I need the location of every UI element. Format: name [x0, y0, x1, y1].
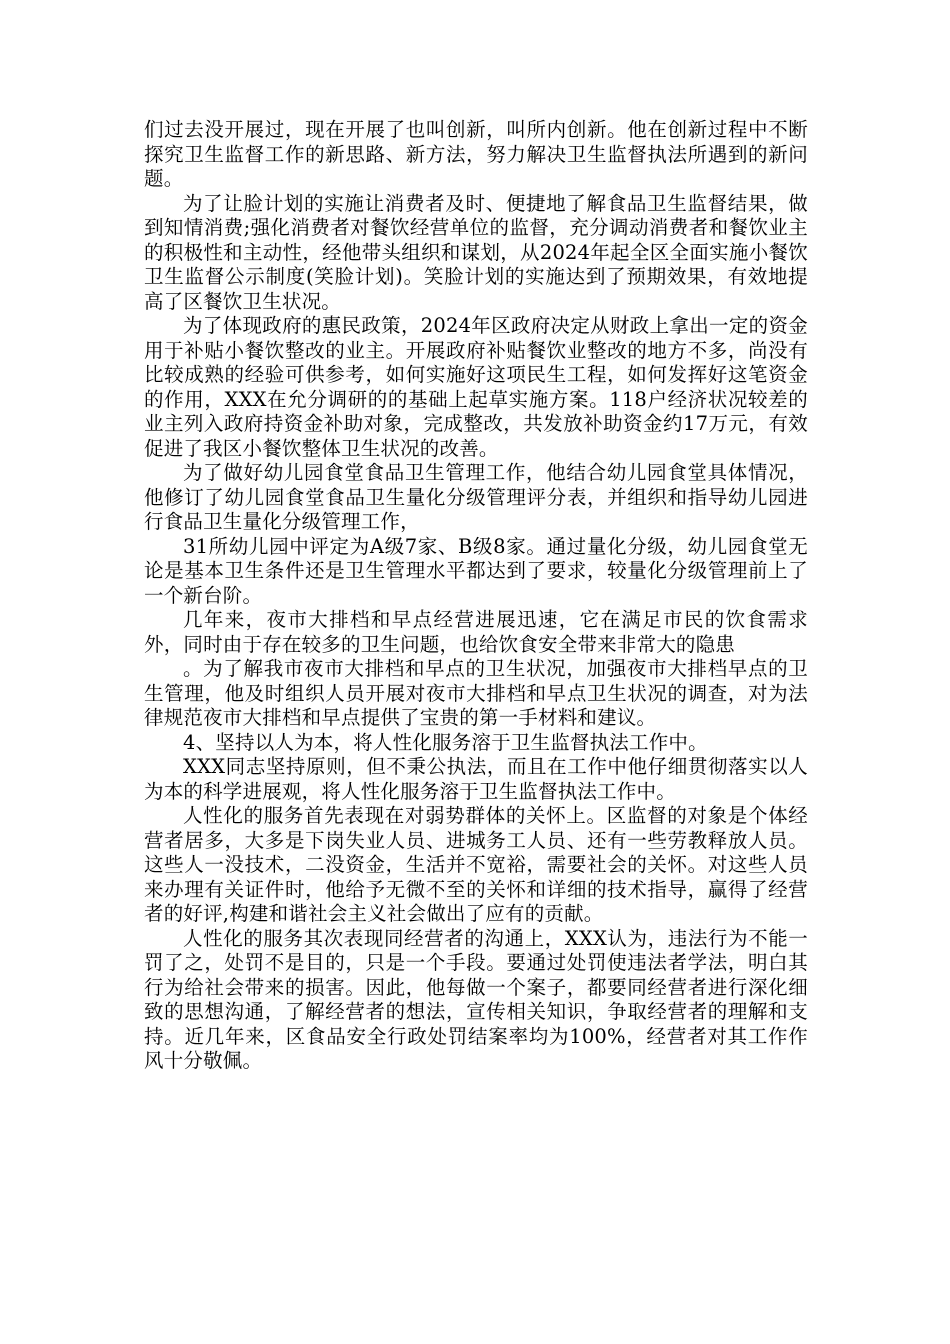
paragraph-communication: 人性化的服务其次表现同经营者的沟通上，XXX认为，违法行为不能一罚了之，处罚不是目的，只是一个手段。要通过处罚使违法者学法，明白其行为给社会带来的损害。因此，他每做一个案子，都要同经营者进行深化细致的思想沟通，了解经营者的想法，宣传相关知识，争取经营者的理解和支持。近几年来，区食品安全行政处罚结案率均为100%，经营者对其工作作风十分敬佩。: [144, 926, 808, 1072]
section-heading-4: 4、坚持以人为本，将人性化服务溶于卫生监督执法工作中。: [183, 730, 708, 754]
paragraph-kindergarten-grades: 31所幼儿园中评定为A级7家、B级8家。通过量化分级，幼儿园食堂无论是基本卫生条件还是卫生管理水平都达到了要求，较量化分级管理前上了一个新台阶。: [144, 534, 808, 607]
paragraph-principle: XXX同志坚持原则，但不秉公执法，而且在工作中他仔细贯彻落实以人为本的科学进展观，将人性化服务溶于卫生监督执法工作中。: [144, 755, 808, 803]
paragraph-kindergarten: 为了做好幼儿园食堂食品卫生管理工作，他结合幼儿园食堂具体情况，他修订了幼儿园食堂食品卫生量化分级管理评分表，并组织和指导幼儿园进行食品卫生量化分级管理工作，: [144, 461, 808, 533]
paragraph-night-market-survey: 。为了解我市夜市大排档和早点的卫生状况，加强夜市大排档早点的卫生管理，他及时组织人员开展对夜市大排档和早点卫生状况的调查，对为法律规范夜市大排档和早点提供了宝贵的第一手材料和建议。: [144, 657, 808, 729]
document-body: [144, 118, 808, 1074]
paragraph-night-market: 几年来，夜市大排档和早点经营进展迅速，它在满足市民的饮食需求外，同时由于存在较多的卫生问题，也给饮食安全带来非常大的隐患: [144, 608, 808, 656]
paragraph-vulnerable-groups: 人性化的服务首先表现在对弱势群体的关怀上。区监督的对象是个体经营者居多，大多是下岗失业人员、进城务工人员、还有一些劳教释放人员。这些人一没技术，二没资金，生活并不宽裕，需要社会的关怀。对这些人员来办理有关证件时，他给予无微不至的关怀和详细的技术指导，赢得了经营者的好评,构建和谐社会主义社会做出了应有的贡献。: [144, 804, 808, 925]
paragraph-subsidy: 为了体现政府的惠民政策，2024年区政府决定从财政上拿出一定的资金用于补贴小餐饮整改的业主。开展政府补贴餐饮业整改的地方不多，尚没有比较成熟的经验可供参考，如何实施好这项民生工程，如何发挥好这笔资金的作用，XXX在允分调研的的基础上起草实施方案。118户经济状况较差的业主列入政府持资金补助对象，完成整改，共发放补助资金约17万元，有效促进了我区小餐饮整体卫生状况的改善。: [144, 314, 808, 460]
paragraph-smiley-plan: 为了让脸计划的实施让消费者及时、便捷地了解食品卫生监督结果，做到知情消费;强化消费者对餐饮经营单位的监督，充分调动消费者和餐饮业主的积极性和主动性，经他带头组织和谋划，从2024年起全区全面实施小餐饮卫生监督公示制度(笑脸计划)。笑脸计划的实施达到了预期效果，有效地提高了区餐饮卫生状况。: [144, 191, 808, 313]
paragraph-continuation: 们过去没开展过，现在开展了也叫创新，叫所内创新。他在创新过程中不断探究卫生监督工作的新思路、新方法，努力解决卫生监督执法所遇到的新问题。: [144, 118, 808, 190]
